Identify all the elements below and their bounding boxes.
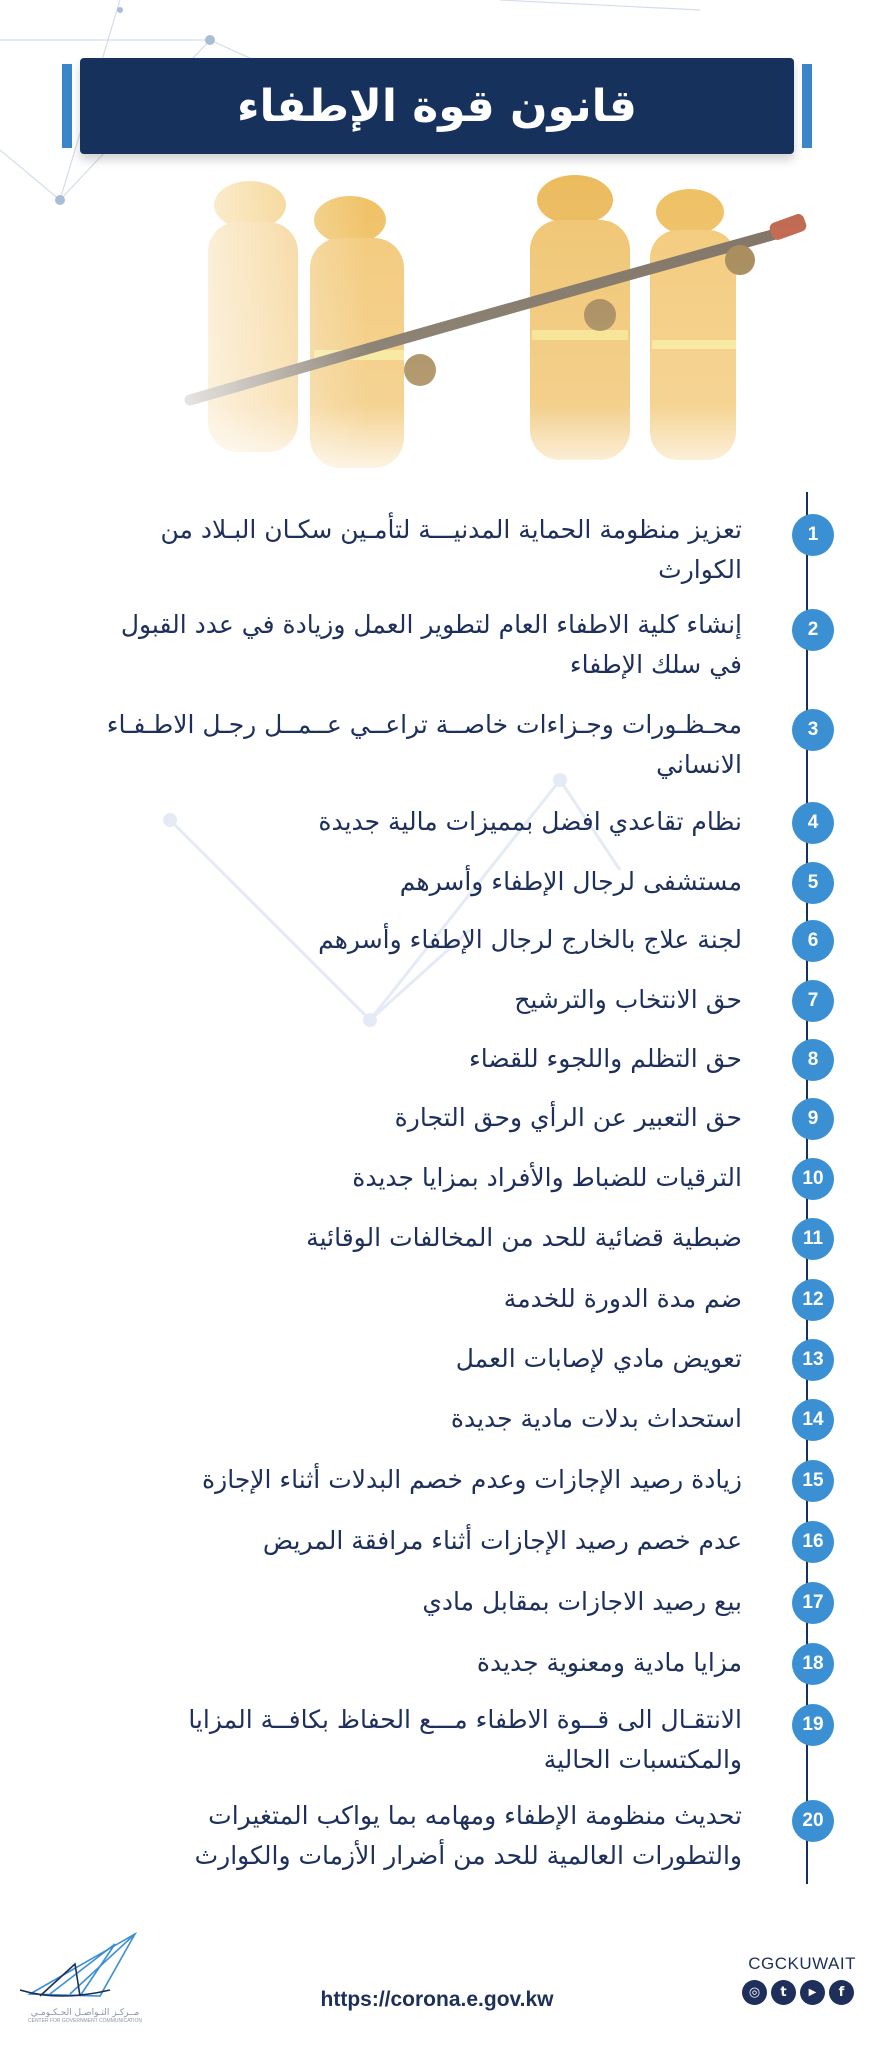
list-item-text: بيع رصيد الاجازات بمقابل مادي <box>422 1587 742 1616</box>
title-accent-left <box>62 64 72 148</box>
footer-url-link[interactable]: https://corona.e.gov.kw <box>320 1988 554 2011</box>
number-badge: 2 <box>792 609 834 651</box>
firefighters-image <box>130 150 810 490</box>
list-item-text: عدم خصم رصيد الإجازات أثناء مرافقة المريض <box>262 1526 742 1555</box>
title-box <box>80 58 794 154</box>
number-badge: 8 <box>792 1039 834 1081</box>
page-title: قانون قوة الإطفاء <box>237 80 637 132</box>
list-item-text: تحديث منظومة الإطفاء ومهامه بما يواكب المتغيرات والتطورات العالمية للحد من أضرار الأزمات والكوارث <box>194 1801 742 1870</box>
list-item-text: استحداث بدلات مادية جديدة <box>450 1404 742 1433</box>
number-badge: 20 <box>792 1800 834 1842</box>
list-item-text: تعويض مادي لإصابات العمل <box>455 1344 742 1373</box>
number-badge: 18 <box>792 1643 834 1685</box>
number-badge: 5 <box>792 862 834 904</box>
number-badge: 12 <box>792 1279 834 1321</box>
social-handle: CGCKUWAIT <box>748 1954 856 1973</box>
list-item-text: محـظـورات وجـزاءات خاصــة تراعــي عــمــل رجـل الاطـفـاء الانساني <box>106 710 742 779</box>
number-badge: 14 <box>792 1399 834 1441</box>
number-badge: 3 <box>792 709 834 751</box>
number-badge: 10 <box>792 1158 834 1200</box>
number-badge: 6 <box>792 920 834 962</box>
title-accent-right <box>802 64 812 148</box>
list-item-text: ضبطية قضائية للحد من المخالفات الوقائية <box>306 1223 742 1252</box>
list-item-text: نظام تقاعدي افضل بمميزات مالية جديدة <box>318 807 742 836</box>
number-badge: 16 <box>792 1521 834 1563</box>
title-banner <box>62 58 812 154</box>
list-item-text: إنشاء كلية الاطفاء العام لتطوير العمل وزيادة في عدد القبول في سلك الإطفاء <box>120 610 742 679</box>
number-badge: 9 <box>792 1098 834 1140</box>
logo-text: مــركـز التـواصـل الحـكـومـي <box>30 2008 140 2018</box>
number-badge: 7 <box>792 980 834 1022</box>
number-badge: 1 <box>792 514 834 556</box>
logo-subtext: CENTER FOR GOVERNMENT COMMUNICATION <box>28 2018 142 2024</box>
youtube-icon[interactable]: ▶ <box>800 1980 825 2005</box>
number-badge: 15 <box>792 1460 834 1502</box>
number-badge: 11 <box>792 1218 834 1260</box>
list-item-text: تعزيز منظومة الحماية المدنيـــة لتأمـين سكـان البـلاد من الكوارث <box>160 515 742 584</box>
number-badge: 4 <box>792 802 834 844</box>
twitter-icon[interactable]: t <box>771 1980 796 2005</box>
list-item-text: حق الانتخاب والترشيح <box>514 985 742 1014</box>
list-item-text: ضم مدة الدورة للخدمة <box>503 1284 742 1313</box>
cgc-logo <box>20 1924 150 2034</box>
number-badge: 19 <box>792 1704 834 1746</box>
social-icons <box>742 1980 854 2005</box>
list-item-text: لجنة علاج بالخارج لرجال الإطفاء وأسرهم <box>318 925 742 954</box>
list-item-text: الترقيات للضباط والأفراد بمزايا جديدة <box>352 1163 742 1192</box>
facebook-icon[interactable]: f <box>829 1980 854 2005</box>
number-badge: 13 <box>792 1339 834 1381</box>
list-item-text: الانتقـال الى قــوة الاطفاء مـــع الحفاظ بكافــة المزايا والمكتسبات الحالية <box>188 1705 742 1774</box>
number-badge: 17 <box>792 1582 834 1624</box>
list-item-text: مزايا مادية ومعنوية جديدة <box>476 1648 742 1677</box>
list-item-text: مستشفى لرجال الإطفاء وأسرهم <box>399 867 742 896</box>
list-item-text: حق التعبير عن الرأي وحق التجارة <box>394 1103 742 1132</box>
list-item-text: حق التظلم واللجوء للقضاء <box>469 1044 742 1073</box>
list-item-text: زيادة رصيد الإجازات وعدم خصم البدلات أثناء الإجازة <box>202 1465 742 1494</box>
instagram-icon[interactable]: ◎ <box>742 1980 767 2005</box>
